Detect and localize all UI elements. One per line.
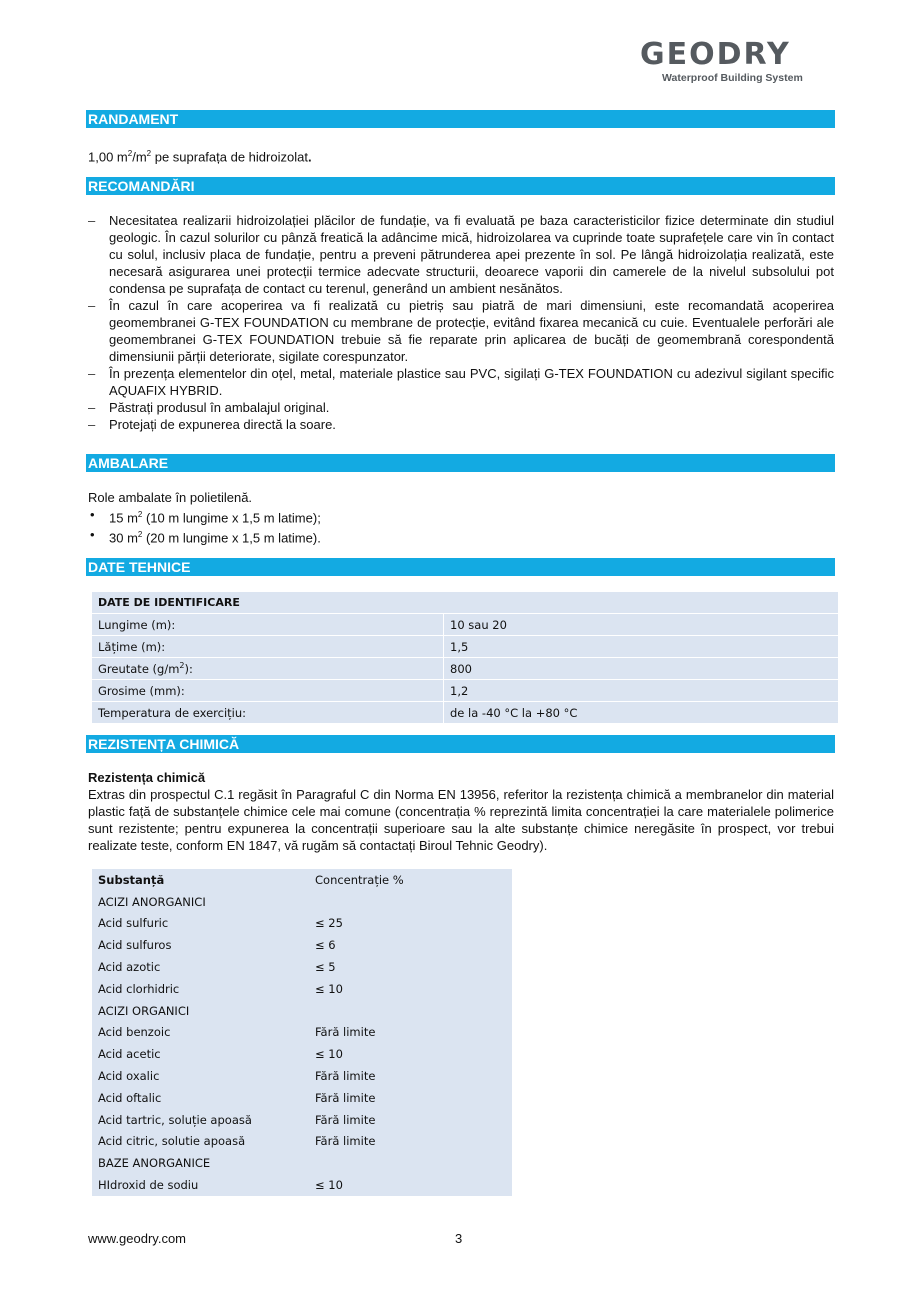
list-item: – Protejați de expunerea directă la soare. bbox=[88, 416, 834, 433]
table-cell: 1,2 bbox=[443, 680, 838, 702]
table-cell: de la -40 °C la +80 °C bbox=[443, 702, 838, 724]
table-cell: Acid oxalic bbox=[98, 1069, 160, 1084]
table-cell: Acid clorhidric bbox=[98, 981, 180, 996]
table-cell: Grosime (mm): bbox=[92, 680, 443, 702]
ambalare-list bbox=[88, 506, 588, 547]
table-cell bbox=[309, 1152, 512, 1174]
table-cell: 800 bbox=[443, 658, 838, 680]
section-header-ambalare: AMBALARE bbox=[86, 454, 835, 472]
table-cell: ≤ 10 bbox=[315, 1047, 343, 1062]
table-header-cell: Concentrație % bbox=[315, 872, 404, 887]
table-row bbox=[92, 702, 838, 724]
table-cell: ACIZI ANORGANICI bbox=[98, 894, 206, 909]
table-cell: Acid oftalic bbox=[98, 1090, 162, 1105]
table-cell: Acid sulfuric bbox=[98, 916, 169, 931]
table-row bbox=[92, 1109, 512, 1131]
table-cell: Fără limite bbox=[315, 1090, 376, 1105]
page-number: 3 bbox=[455, 1231, 463, 1246]
section-header-randament: RANDAMENT bbox=[86, 110, 835, 128]
table-cell: Acid citric, solutie apoasă bbox=[98, 1134, 246, 1149]
geodry-logo bbox=[640, 37, 840, 85]
table-cell: ≤ 5 bbox=[315, 960, 336, 975]
table-cell: ≤ 10 bbox=[315, 1178, 343, 1193]
table-row bbox=[92, 1174, 512, 1196]
ambalare-intro: Role ambalate în polietilenă. bbox=[88, 490, 253, 505]
table-row bbox=[92, 956, 512, 978]
table-row bbox=[92, 1065, 512, 1087]
table-cell: ≤ 25 bbox=[315, 916, 343, 931]
table-cell: Acid sulfuros bbox=[98, 938, 172, 953]
table-cell bbox=[309, 891, 512, 913]
technical-data-table bbox=[92, 592, 838, 724]
table-cell: Fără limite bbox=[315, 1134, 376, 1149]
table-row bbox=[92, 1152, 512, 1174]
table-row bbox=[92, 658, 838, 680]
table-cell: ≤ 6 bbox=[315, 938, 336, 953]
recomandari-list bbox=[88, 212, 834, 433]
table-row bbox=[92, 1043, 512, 1065]
section-header-date-tehnice: DATE TEHNICE bbox=[86, 558, 835, 576]
chemical-resistance-table bbox=[92, 869, 512, 1196]
table-cell: Acid azotic bbox=[98, 960, 161, 975]
table-cell: ≤ 10 bbox=[315, 981, 343, 996]
table-cell: Lățime (m): bbox=[92, 636, 443, 658]
section-header-recomandari: RECOMANDĂRI bbox=[86, 177, 835, 195]
table-cell: Temperatura de exercițiu: bbox=[92, 702, 443, 724]
table-cell: Acid benzoic bbox=[98, 1025, 171, 1040]
table-row bbox=[92, 1087, 512, 1109]
list-item: • 30 $m^2$ (20 m lungime x 1,5 m latime). bbox=[88, 526, 588, 546]
table-row bbox=[92, 978, 512, 1000]
section-header-rezistenta-chimica: REZISTENȚA CHIMICĂ bbox=[86, 735, 835, 753]
list-item: – Necesitatea realizarii hidroizolației plăcilor de fundație, va fi evaluată pe baza caracteristicilor fizice determinate din studiul geologic. În cazul solurilor cu pânză freatică la adâncime mică, hidroizolarea va cuprinde toate suprafețele care vin în contact cu solul, inclusiv placa de fundație, pentru a preveni pătrunderea apei prezente în sol. Pe lângă hidroizolația realizată, este necesară asigurarea unei protecții termice adecvate structurii, deoarece vaporii din camerele de la nivelul subsolului pot condensa pe suprafața de contact cu terenul, generând un ambient nesănătos. bbox=[88, 212, 834, 297]
table-cell bbox=[309, 1000, 512, 1022]
table-cell: Fără limite bbox=[315, 1025, 376, 1040]
list-item: – Păstrați produsul în ambalajul original. bbox=[88, 399, 834, 416]
table-header-row bbox=[92, 592, 838, 614]
randament-text: 1,00 $m^2/m^2$ pe suprafața de hidroizolat. bbox=[88, 149, 312, 165]
table-cell: 1,5 bbox=[443, 636, 838, 658]
logo-wordmark: GEODRY bbox=[640, 37, 791, 72]
list-item: • 15 $m^2$ (10 m lungime x 1,5 m latime); bbox=[88, 506, 588, 526]
table-cell: HIdroxid de sodiu bbox=[98, 1178, 199, 1193]
table-row bbox=[92, 636, 838, 658]
table-row bbox=[92, 1131, 512, 1153]
table-cell: Acid tartric, soluție apoasă bbox=[98, 1112, 252, 1127]
table-row bbox=[92, 614, 838, 636]
table-cell: Greutate $(g/m^2)$: bbox=[92, 658, 443, 680]
logo-tagline: Waterproof Building System bbox=[662, 72, 803, 84]
table-cell: Acid acetic bbox=[98, 1047, 161, 1062]
table-header-cell: Substanță bbox=[98, 872, 165, 887]
table-header-row bbox=[92, 869, 512, 891]
list-item: – În cazul în care acoperirea va fi realizată cu pietriș sau piatră de mari dimensiuni, este recomandată acoperirea geomembranei G-TEX FOUNDATION cu membrane de protecție, evitând fixarea mecanică cu cuie. Eventualele perforări ale geomembranei G-TEX FOUNDATION trebuie să fie reparate prin aplicarea de bucăți de geomembrană corespondentă dimensiunii părții deteriorate, sigilate corespunzator. bbox=[88, 297, 834, 365]
table-row bbox=[92, 934, 512, 956]
table-row bbox=[92, 680, 838, 702]
table-row bbox=[92, 891, 512, 913]
footer-website[interactable]: www.geodry.com bbox=[88, 1231, 187, 1246]
table-cell: Lungime (m): bbox=[92, 614, 443, 636]
rezistenta-title: Rezistența chimică bbox=[88, 770, 206, 785]
list-item: – În prezența elementelor din oțel, metal, materiale plastice sau PVC, sigilați G-TEX FOUNDATION cu adezivul sigilant specific AQUAFIX HYBRID. bbox=[88, 365, 834, 399]
table-row bbox=[92, 1000, 512, 1022]
table-cell: BAZE ANORGANICE bbox=[98, 1156, 211, 1171]
table-row bbox=[92, 1022, 512, 1044]
table-cell: 10 sau 20 bbox=[443, 614, 838, 636]
table-cell: Fără limite bbox=[315, 1069, 376, 1084]
table-row bbox=[92, 913, 512, 935]
table-header-cell: DATE DE IDENTIFICARE bbox=[92, 592, 838, 614]
table-cell: ACIZI ORGANICI bbox=[98, 1003, 190, 1018]
rezistenta-body: Extras din prospectul C.1 regăsit în Paragraful C din Norma EN 13956, referitor la rezistența chimică a membranelor din material plastic față de substanțele chimice cele mai comune (concentrația % reprezintă limita concentrației la care materialele polimerice sunt rezistente; pentru expunerea la concentrații superioare sau la alte substanțe chimice neregăsite în prospect, vor trebui realizate teste, conform EN 1847, vă rugăm să contactați Biroul Tehnic Geodry). bbox=[88, 787, 834, 853]
table-cell: Fără limite bbox=[315, 1112, 376, 1127]
